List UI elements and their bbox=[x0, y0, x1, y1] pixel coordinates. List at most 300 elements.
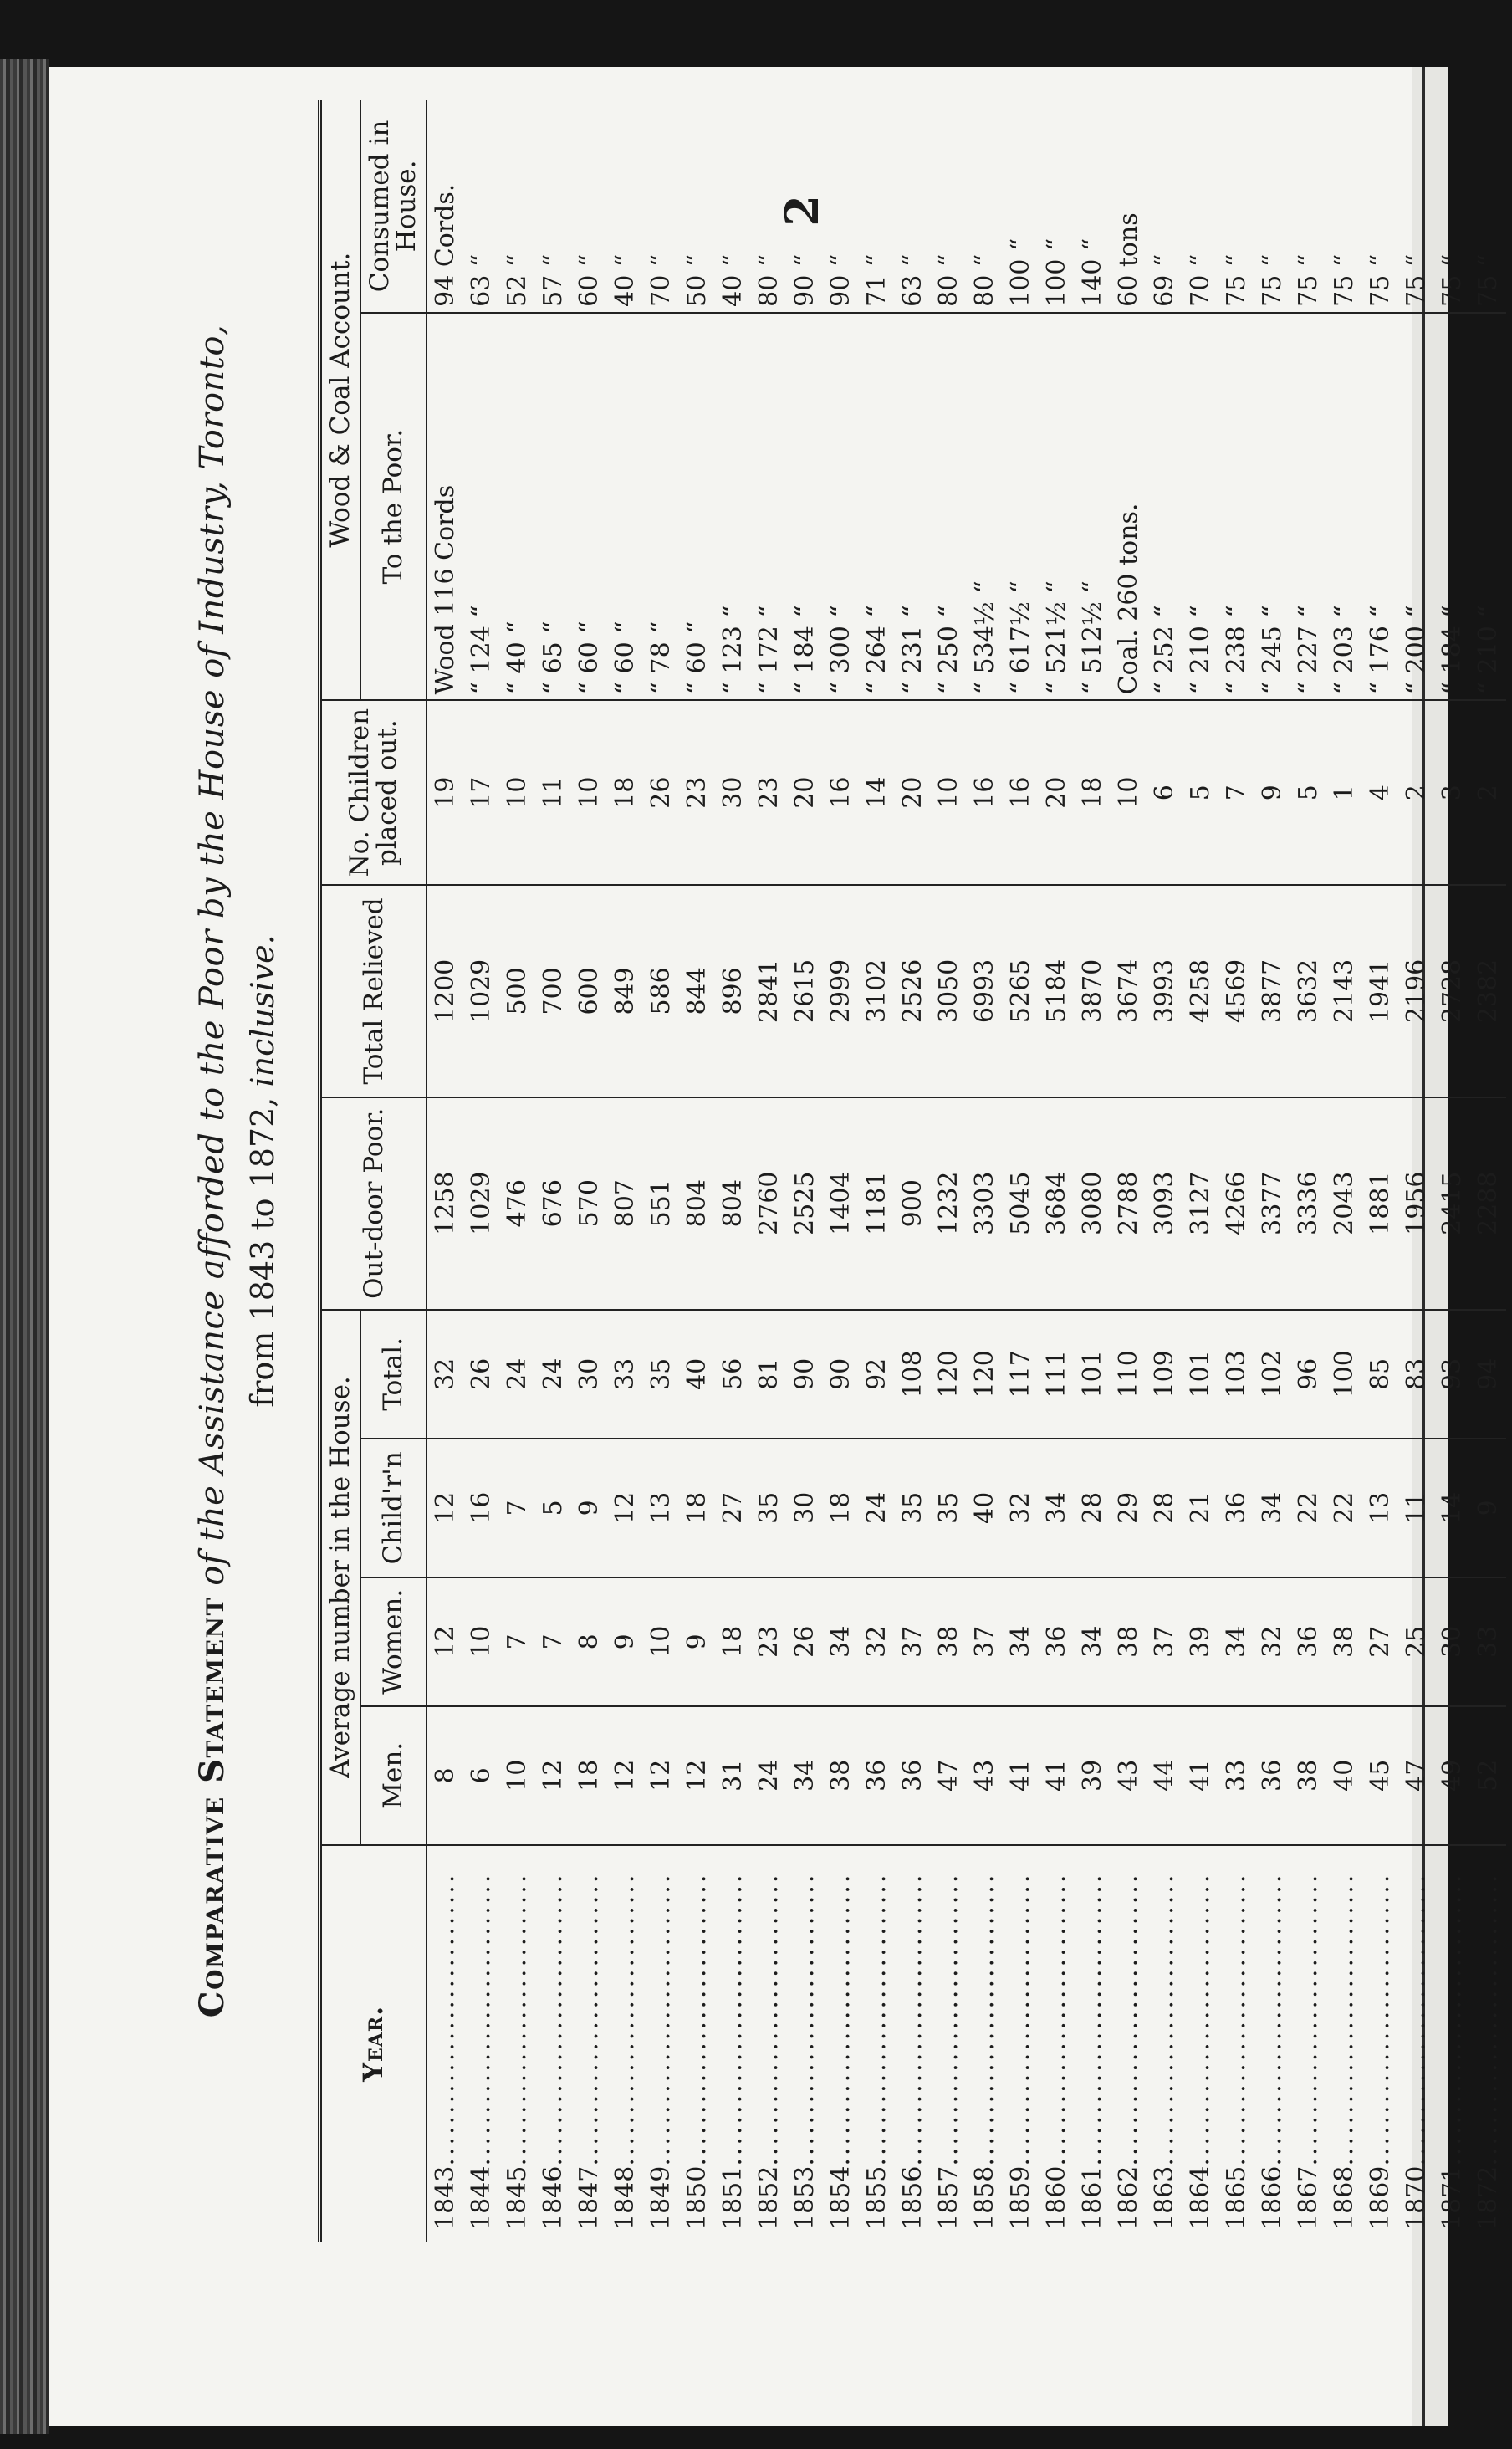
table-row bbox=[1003, 100, 1039, 2242]
header-men: Men. bbox=[360, 1706, 427, 1845]
header-house: Average number in the House. bbox=[320, 1310, 360, 1845]
cell-year: 1851 ..... bbox=[715, 1845, 751, 2242]
cell-consumed: 57 “ bbox=[538, 253, 568, 307]
cell-children: 13 bbox=[643, 1439, 679, 1577]
cell-total: 83 bbox=[1398, 1310, 1434, 1439]
cell-total: 120 bbox=[967, 1310, 1003, 1439]
cell-relieved: 2615 bbox=[787, 885, 823, 1097]
cell-total: 108 bbox=[895, 1310, 931, 1439]
cell-relieved: 500 bbox=[499, 885, 535, 1097]
table-row bbox=[895, 100, 931, 2242]
header-outdoor: Out-door Poor. bbox=[320, 1097, 427, 1310]
cell-consumed: 90 “ bbox=[789, 253, 820, 307]
cell-children: 13 bbox=[1362, 1439, 1398, 1577]
cell-women: 7 bbox=[499, 1577, 535, 1706]
cell-women: 32 bbox=[1254, 1577, 1290, 1706]
rotated-statement bbox=[192, 100, 1503, 2242]
cell-relieved: 2728 bbox=[1434, 885, 1470, 1097]
cell-relieved: 600 bbox=[571, 885, 607, 1097]
cell-year: 1843 ..... bbox=[427, 1845, 463, 2242]
cell-total: 24 bbox=[499, 1310, 535, 1439]
cell-outdoor: 2788 bbox=[1111, 1097, 1147, 1310]
cell-total: 101 bbox=[1183, 1310, 1218, 1439]
cell-to-poor: “ 60 “ bbox=[607, 313, 643, 700]
cell-women: 25 bbox=[1398, 1577, 1434, 1706]
cell-year: 1862 ..... bbox=[1111, 1845, 1147, 2242]
cell-women: 32 bbox=[859, 1577, 895, 1706]
cell-women: 37 bbox=[1147, 1577, 1183, 1706]
cell-placed: 10 bbox=[499, 700, 535, 885]
cell-year: 1855 ..... bbox=[859, 1845, 895, 2242]
cell-outdoor: 1956 bbox=[1398, 1097, 1434, 1310]
cell-placed: 10 bbox=[571, 700, 607, 885]
cell-women: 7 bbox=[535, 1577, 571, 1706]
cell-total: 26 bbox=[463, 1310, 499, 1439]
cell-consumed: 75 “ bbox=[1473, 253, 1503, 307]
cell-total: 40 bbox=[679, 1310, 715, 1439]
cell-children: 30 bbox=[787, 1439, 823, 1577]
cell-children: 18 bbox=[823, 1439, 859, 1577]
cell-relieved: 3993 bbox=[1147, 885, 1183, 1097]
cell-outdoor: 551 bbox=[643, 1097, 679, 1310]
cell-children: 36 bbox=[1218, 1439, 1254, 1577]
table-row bbox=[1147, 100, 1183, 2242]
cell-consumed: 75 “ bbox=[1257, 253, 1287, 307]
cell-men: 12 bbox=[607, 1706, 643, 1845]
cell-children: 7 bbox=[499, 1439, 535, 1577]
cell-children: 12 bbox=[607, 1439, 643, 1577]
cell-placed: 11 bbox=[535, 700, 571, 885]
cell-to-poor: “ 300 “ bbox=[823, 313, 859, 700]
cell-relieved: 5184 bbox=[1039, 885, 1075, 1097]
header-to-poor: To the Poor. bbox=[360, 313, 427, 700]
subtitle-range: from 1843 to 1872, bbox=[244, 1097, 281, 1408]
cell-to-poor: “ 40 “ bbox=[499, 313, 535, 700]
cell-children: 5 bbox=[535, 1439, 571, 1577]
cell-relieved: 3877 bbox=[1254, 885, 1290, 1097]
cell-consumed: 100 “ bbox=[1041, 238, 1071, 307]
cell-children: 28 bbox=[1147, 1439, 1183, 1577]
cell-outdoor: 1881 bbox=[1362, 1097, 1398, 1310]
cell-women: 10 bbox=[463, 1577, 499, 1706]
cell-to-poor: “ 238 “ bbox=[1218, 313, 1254, 700]
cell-consumed: 63 “ bbox=[897, 253, 927, 307]
cell-men: 36 bbox=[1254, 1706, 1290, 1845]
cell-year: 1856 ..... bbox=[895, 1845, 931, 2242]
page-number: 2 bbox=[774, 195, 829, 227]
cell-year: 1872 ..... bbox=[1470, 1845, 1506, 2242]
cell-year: 1854 ..... bbox=[823, 1845, 859, 2242]
cell-consumed: 75 “ bbox=[1221, 253, 1251, 307]
cell-placed: 18 bbox=[1075, 700, 1111, 885]
statistics-table bbox=[318, 100, 1506, 2242]
cell-women: 27 bbox=[1362, 1577, 1398, 1706]
cell-consumed: 94 Cords. bbox=[430, 183, 460, 307]
cell-outdoor: 5045 bbox=[1003, 1097, 1039, 1310]
cell-year: 1871 ..... bbox=[1434, 1845, 1470, 2242]
cell-total: 35 bbox=[643, 1310, 679, 1439]
table-row bbox=[715, 100, 751, 2242]
cell-total: 117 bbox=[1003, 1310, 1039, 1439]
cell-placed: 5 bbox=[1290, 700, 1326, 885]
cell-total: 93 bbox=[1434, 1310, 1470, 1439]
cell-children: 21 bbox=[1183, 1439, 1218, 1577]
cell-consumed: 75 “ bbox=[1401, 253, 1431, 307]
cell-children: 32 bbox=[1003, 1439, 1039, 1577]
cell-year: 1863 ..... bbox=[1147, 1845, 1183, 2242]
cell-outdoor: 1404 bbox=[823, 1097, 859, 1310]
cell-year: 1869 ..... bbox=[1362, 1845, 1398, 2242]
cell-consumed: 80 “ bbox=[969, 253, 999, 307]
cell-consumed: 100 “ bbox=[1005, 238, 1035, 307]
statement-title bbox=[192, 100, 232, 2242]
cell-children: 35 bbox=[931, 1439, 967, 1577]
cell-year: 1845 ..... bbox=[499, 1845, 535, 2242]
cell-outdoor: 4266 bbox=[1218, 1097, 1254, 1310]
cell-relieved: 6993 bbox=[967, 885, 1003, 1097]
cell-year: 1848 ..... bbox=[607, 1845, 643, 2242]
cell-placed: 1 bbox=[1326, 700, 1362, 885]
cell-men: 41 bbox=[1039, 1706, 1075, 1845]
cell-men: 10 bbox=[499, 1706, 535, 1845]
table-row bbox=[967, 100, 1003, 2242]
table-row bbox=[1398, 100, 1434, 2242]
cell-to-poor: “ 231 “ bbox=[895, 313, 931, 700]
cell-consumed: 40 “ bbox=[718, 253, 748, 307]
cell-outdoor: 1232 bbox=[931, 1097, 967, 1310]
cell-women: 12 bbox=[427, 1577, 463, 1706]
cell-total: 101 bbox=[1075, 1310, 1111, 1439]
cell-women: 10 bbox=[643, 1577, 679, 1706]
cell-year: 1847 ..... bbox=[571, 1845, 607, 2242]
cell-to-poor: “ 521½ “ bbox=[1039, 313, 1075, 700]
cell-placed: 30 bbox=[715, 700, 751, 885]
cell-consumed: 50 “ bbox=[682, 253, 712, 307]
cell-to-poor: Coal. 260 tons. bbox=[1111, 313, 1147, 700]
cell-children: 34 bbox=[1254, 1439, 1290, 1577]
cell-consumed: 80 “ bbox=[753, 253, 784, 307]
cell-year: 1865 ..... bbox=[1218, 1845, 1254, 2242]
cell-placed: 26 bbox=[643, 700, 679, 885]
header-relieved: Total Relieved bbox=[320, 885, 427, 1097]
cell-children: 22 bbox=[1326, 1439, 1362, 1577]
cell-outdoor: 804 bbox=[715, 1097, 751, 1310]
cell-to-poor: “ 203 “ bbox=[1326, 313, 1362, 700]
cell-outdoor: 3684 bbox=[1039, 1097, 1075, 1310]
cell-placed: 16 bbox=[1003, 700, 1039, 885]
cell-relieved: 3870 bbox=[1075, 885, 1111, 1097]
cell-children: 9 bbox=[1470, 1439, 1506, 1577]
table-row bbox=[463, 100, 499, 2242]
table-row bbox=[1434, 100, 1470, 2242]
cell-consumed: 75 “ bbox=[1293, 253, 1323, 307]
cell-men: 12 bbox=[643, 1706, 679, 1845]
cell-to-poor: “ 200 “ bbox=[1398, 313, 1434, 700]
cell-women: 34 bbox=[1075, 1577, 1111, 1706]
table-row bbox=[1075, 100, 1111, 2242]
cell-to-poor: Wood 116 Cords bbox=[427, 313, 463, 700]
cell-men: 40 bbox=[1326, 1706, 1362, 1845]
cell-children: 29 bbox=[1111, 1439, 1147, 1577]
cell-women: 38 bbox=[1111, 1577, 1147, 1706]
cell-men: 6 bbox=[463, 1706, 499, 1845]
cell-total: 85 bbox=[1362, 1310, 1398, 1439]
cell-outdoor: 2760 bbox=[751, 1097, 787, 1310]
table-row bbox=[787, 100, 823, 2242]
cell-year: 1867 ..... bbox=[1290, 1845, 1326, 2242]
cell-men: 41 bbox=[1003, 1706, 1039, 1845]
cell-to-poor: “ 227 “ bbox=[1290, 313, 1326, 700]
cell-total: 100 bbox=[1326, 1310, 1362, 1439]
cell-outdoor: 2288 bbox=[1470, 1097, 1506, 1310]
cell-to-poor: “ 210 “ bbox=[1183, 313, 1218, 700]
cell-relieved: 5265 bbox=[1003, 885, 1039, 1097]
cell-total: 81 bbox=[751, 1310, 787, 1439]
cell-consumed: 75 “ bbox=[1365, 253, 1395, 307]
cell-consumed: 60 “ bbox=[574, 253, 604, 307]
cell-children: 9 bbox=[571, 1439, 607, 1577]
cell-consumed: 40 “ bbox=[610, 253, 640, 307]
cell-outdoor: 3080 bbox=[1075, 1097, 1111, 1310]
table-row bbox=[751, 100, 787, 2242]
cell-placed: 23 bbox=[751, 700, 787, 885]
cell-relieved: 844 bbox=[679, 885, 715, 1097]
cell-to-poor: “ 252 “ bbox=[1147, 313, 1183, 700]
cell-placed: 5 bbox=[1183, 700, 1218, 885]
cell-total: 109 bbox=[1147, 1310, 1183, 1439]
cell-year: 1859 ..... bbox=[1003, 1845, 1039, 2242]
cell-men: 33 bbox=[1218, 1706, 1254, 1845]
cell-women: 23 bbox=[751, 1577, 787, 1706]
table-row bbox=[427, 100, 463, 2242]
cell-children: 28 bbox=[1075, 1439, 1111, 1577]
cell-placed: 10 bbox=[931, 700, 967, 885]
cell-total: 102 bbox=[1254, 1310, 1290, 1439]
cell-outdoor: 3336 bbox=[1290, 1097, 1326, 1310]
cell-children: 24 bbox=[859, 1439, 895, 1577]
cell-year: 1858 ..... bbox=[967, 1845, 1003, 2242]
cell-relieved: 3632 bbox=[1290, 885, 1326, 1097]
cell-consumed: 63 “ bbox=[466, 253, 496, 307]
cell-year: 1852 ..... bbox=[751, 1845, 787, 2242]
header-women: Women. bbox=[360, 1577, 427, 1706]
cell-women: 18 bbox=[715, 1577, 751, 1706]
cell-year: 1853 ..... bbox=[787, 1845, 823, 2242]
cell-women: 38 bbox=[931, 1577, 967, 1706]
table-row bbox=[607, 100, 643, 2242]
cell-to-poor: “ 123 “ bbox=[715, 313, 751, 700]
cell-placed: 6 bbox=[1147, 700, 1183, 885]
cell-consumed: 75 “ bbox=[1437, 253, 1467, 307]
table-row bbox=[499, 100, 535, 2242]
cell-men: 49 bbox=[1434, 1706, 1470, 1845]
table-body bbox=[427, 100, 1506, 2242]
cell-consumed: 90 “ bbox=[825, 253, 856, 307]
cell-men: 34 bbox=[787, 1706, 823, 1845]
cell-to-poor: “ 264 “ bbox=[859, 313, 895, 700]
cell-year: 1861 ..... bbox=[1075, 1845, 1111, 2242]
cell-children: 35 bbox=[751, 1439, 787, 1577]
cell-men: 12 bbox=[679, 1706, 715, 1845]
cell-placed: 3 bbox=[1434, 700, 1470, 885]
cell-men: 12 bbox=[535, 1706, 571, 1845]
table-row bbox=[931, 100, 967, 2242]
cell-placed: 9 bbox=[1254, 700, 1290, 885]
cell-total: 120 bbox=[931, 1310, 967, 1439]
cell-placed: 17 bbox=[463, 700, 499, 885]
header-placed: No. Children placed out. bbox=[320, 700, 427, 885]
cell-relieved: 4258 bbox=[1183, 885, 1218, 1097]
cell-placed: 23 bbox=[679, 700, 715, 885]
cell-consumed: 52 “ bbox=[502, 253, 532, 307]
cell-year: 1846 ..... bbox=[535, 1845, 571, 2242]
cell-children: 35 bbox=[895, 1439, 931, 1577]
cell-placed: 20 bbox=[1039, 700, 1075, 885]
table-row bbox=[571, 100, 607, 2242]
cell-year: 1860 ..... bbox=[1039, 1845, 1075, 2242]
cell-relieved: 2143 bbox=[1326, 885, 1362, 1097]
cell-year: 1857 ..... bbox=[931, 1845, 967, 2242]
cell-outdoor: 570 bbox=[571, 1097, 607, 1310]
cell-total: 94 bbox=[1470, 1310, 1506, 1439]
cell-placed: 20 bbox=[895, 700, 931, 885]
cell-relieved: 2526 bbox=[895, 885, 931, 1097]
cell-year: 1849 ..... bbox=[643, 1845, 679, 2242]
cell-women: 9 bbox=[679, 1577, 715, 1706]
cell-children: 12 bbox=[427, 1439, 463, 1577]
cell-relieved: 586 bbox=[643, 885, 679, 1097]
table-row bbox=[643, 100, 679, 2242]
cell-men: 38 bbox=[1290, 1706, 1326, 1845]
header-total: Total. bbox=[360, 1310, 427, 1439]
table-row bbox=[535, 100, 571, 2242]
cell-women: 26 bbox=[787, 1577, 823, 1706]
cell-consumed: 80 “ bbox=[933, 253, 963, 307]
cell-relieved: 1200 bbox=[427, 885, 463, 1097]
cell-to-poor: “ 124 “ bbox=[463, 313, 499, 700]
cell-relieved: 3674 bbox=[1111, 885, 1147, 1097]
cell-placed: 10 bbox=[1111, 700, 1147, 885]
title-rest: of the Assistance afforded to the Poor by the House of Industry, Toronto, bbox=[193, 324, 232, 1586]
cell-to-poor: “ 176 “ bbox=[1362, 313, 1398, 700]
cell-to-poor: “ 184 “ bbox=[1434, 313, 1470, 700]
table-row bbox=[1218, 100, 1254, 2242]
cell-outdoor: 804 bbox=[679, 1097, 715, 1310]
table-row bbox=[823, 100, 859, 2242]
cell-men: 8 bbox=[427, 1706, 463, 1845]
cell-placed: 20 bbox=[787, 700, 823, 885]
cell-women: 34 bbox=[1003, 1577, 1039, 1706]
cell-outdoor: 1181 bbox=[859, 1097, 895, 1310]
cell-women: 38 bbox=[1326, 1577, 1362, 1706]
table-row bbox=[1254, 100, 1290, 2242]
cell-placed: 18 bbox=[607, 700, 643, 885]
cell-men: 47 bbox=[931, 1706, 967, 1845]
cell-women: 39 bbox=[1183, 1577, 1218, 1706]
cell-men: 39 bbox=[1075, 1706, 1111, 1845]
cell-consumed: 70 “ bbox=[646, 253, 676, 307]
cell-outdoor: 807 bbox=[607, 1097, 643, 1310]
subtitle-inclusive: inclusive. bbox=[244, 934, 281, 1087]
cell-relieved: 2196 bbox=[1398, 885, 1434, 1097]
cell-men: 36 bbox=[895, 1706, 931, 1845]
cell-relieved: 1941 bbox=[1362, 885, 1398, 1097]
cell-placed: 7 bbox=[1218, 700, 1254, 885]
cell-total: 90 bbox=[823, 1310, 859, 1439]
cell-men: 43 bbox=[1111, 1706, 1147, 1845]
cell-total: 56 bbox=[715, 1310, 751, 1439]
cell-to-poor: “ 78 “ bbox=[643, 313, 679, 700]
cell-men: 43 bbox=[967, 1706, 1003, 1845]
cell-outdoor: 2043 bbox=[1326, 1097, 1362, 1310]
table-row bbox=[679, 100, 715, 2242]
cell-total: 96 bbox=[1290, 1310, 1326, 1439]
cell-outdoor: 3127 bbox=[1183, 1097, 1218, 1310]
cell-women: 37 bbox=[895, 1577, 931, 1706]
cell-women: 36 bbox=[1290, 1577, 1326, 1706]
cell-relieved: 2999 bbox=[823, 885, 859, 1097]
cell-consumed: 71 “ bbox=[861, 253, 891, 307]
cell-outdoor: 476 bbox=[499, 1097, 535, 1310]
cell-children: 14 bbox=[1434, 1439, 1470, 1577]
cell-children: 27 bbox=[715, 1439, 751, 1577]
cell-relieved: 2841 bbox=[751, 885, 787, 1097]
cell-relieved: 1029 bbox=[463, 885, 499, 1097]
cell-placed: 2 bbox=[1470, 700, 1506, 885]
cell-to-poor: “ 60 “ bbox=[571, 313, 607, 700]
cell-placed: 4 bbox=[1362, 700, 1398, 885]
table-row bbox=[1326, 100, 1362, 2242]
cell-outdoor: 2525 bbox=[787, 1097, 823, 1310]
title-lead: Comparative Statement bbox=[192, 1597, 232, 2018]
cell-children: 34 bbox=[1039, 1439, 1075, 1577]
table-row bbox=[1183, 100, 1218, 2242]
header-wood-coal: Wood & Coal Account. bbox=[320, 100, 360, 700]
cell-men: 47 bbox=[1398, 1706, 1434, 1845]
table-row bbox=[1362, 100, 1398, 2242]
cell-total: 32 bbox=[427, 1310, 463, 1439]
cell-year: 1868 ..... bbox=[1326, 1845, 1362, 2242]
cell-consumed: 60 tons bbox=[1113, 212, 1143, 307]
cell-children: 40 bbox=[967, 1439, 1003, 1577]
cell-men: 31 bbox=[715, 1706, 751, 1845]
header-year: Year. bbox=[320, 1845, 427, 2242]
cell-outdoor: 900 bbox=[895, 1097, 931, 1310]
cell-outdoor: 2415 bbox=[1434, 1097, 1470, 1310]
cell-consumed: 70 “ bbox=[1185, 253, 1215, 307]
cell-relieved: 4569 bbox=[1218, 885, 1254, 1097]
cell-relieved: 700 bbox=[535, 885, 571, 1097]
cell-women: 34 bbox=[1218, 1577, 1254, 1706]
cell-total: 90 bbox=[787, 1310, 823, 1439]
cell-placed: 16 bbox=[967, 700, 1003, 885]
cell-relieved: 3050 bbox=[931, 885, 967, 1097]
cell-year: 1850 ..... bbox=[679, 1845, 715, 2242]
book-binding bbox=[0, 59, 49, 2434]
cell-to-poor: “ 210 “ bbox=[1470, 313, 1506, 700]
cell-total: 30 bbox=[571, 1310, 607, 1439]
cell-women: 30 bbox=[1434, 1577, 1470, 1706]
cell-men: 38 bbox=[823, 1706, 859, 1845]
table-row bbox=[859, 100, 895, 2242]
cell-placed: 19 bbox=[427, 700, 463, 885]
header-children: Child'r'n bbox=[360, 1439, 427, 1577]
cell-women: 33 bbox=[1470, 1577, 1506, 1706]
cell-to-poor: “ 617½ “ bbox=[1003, 313, 1039, 700]
cell-men: 18 bbox=[571, 1706, 607, 1845]
cell-men: 24 bbox=[751, 1706, 787, 1845]
table-row bbox=[1290, 100, 1326, 2242]
